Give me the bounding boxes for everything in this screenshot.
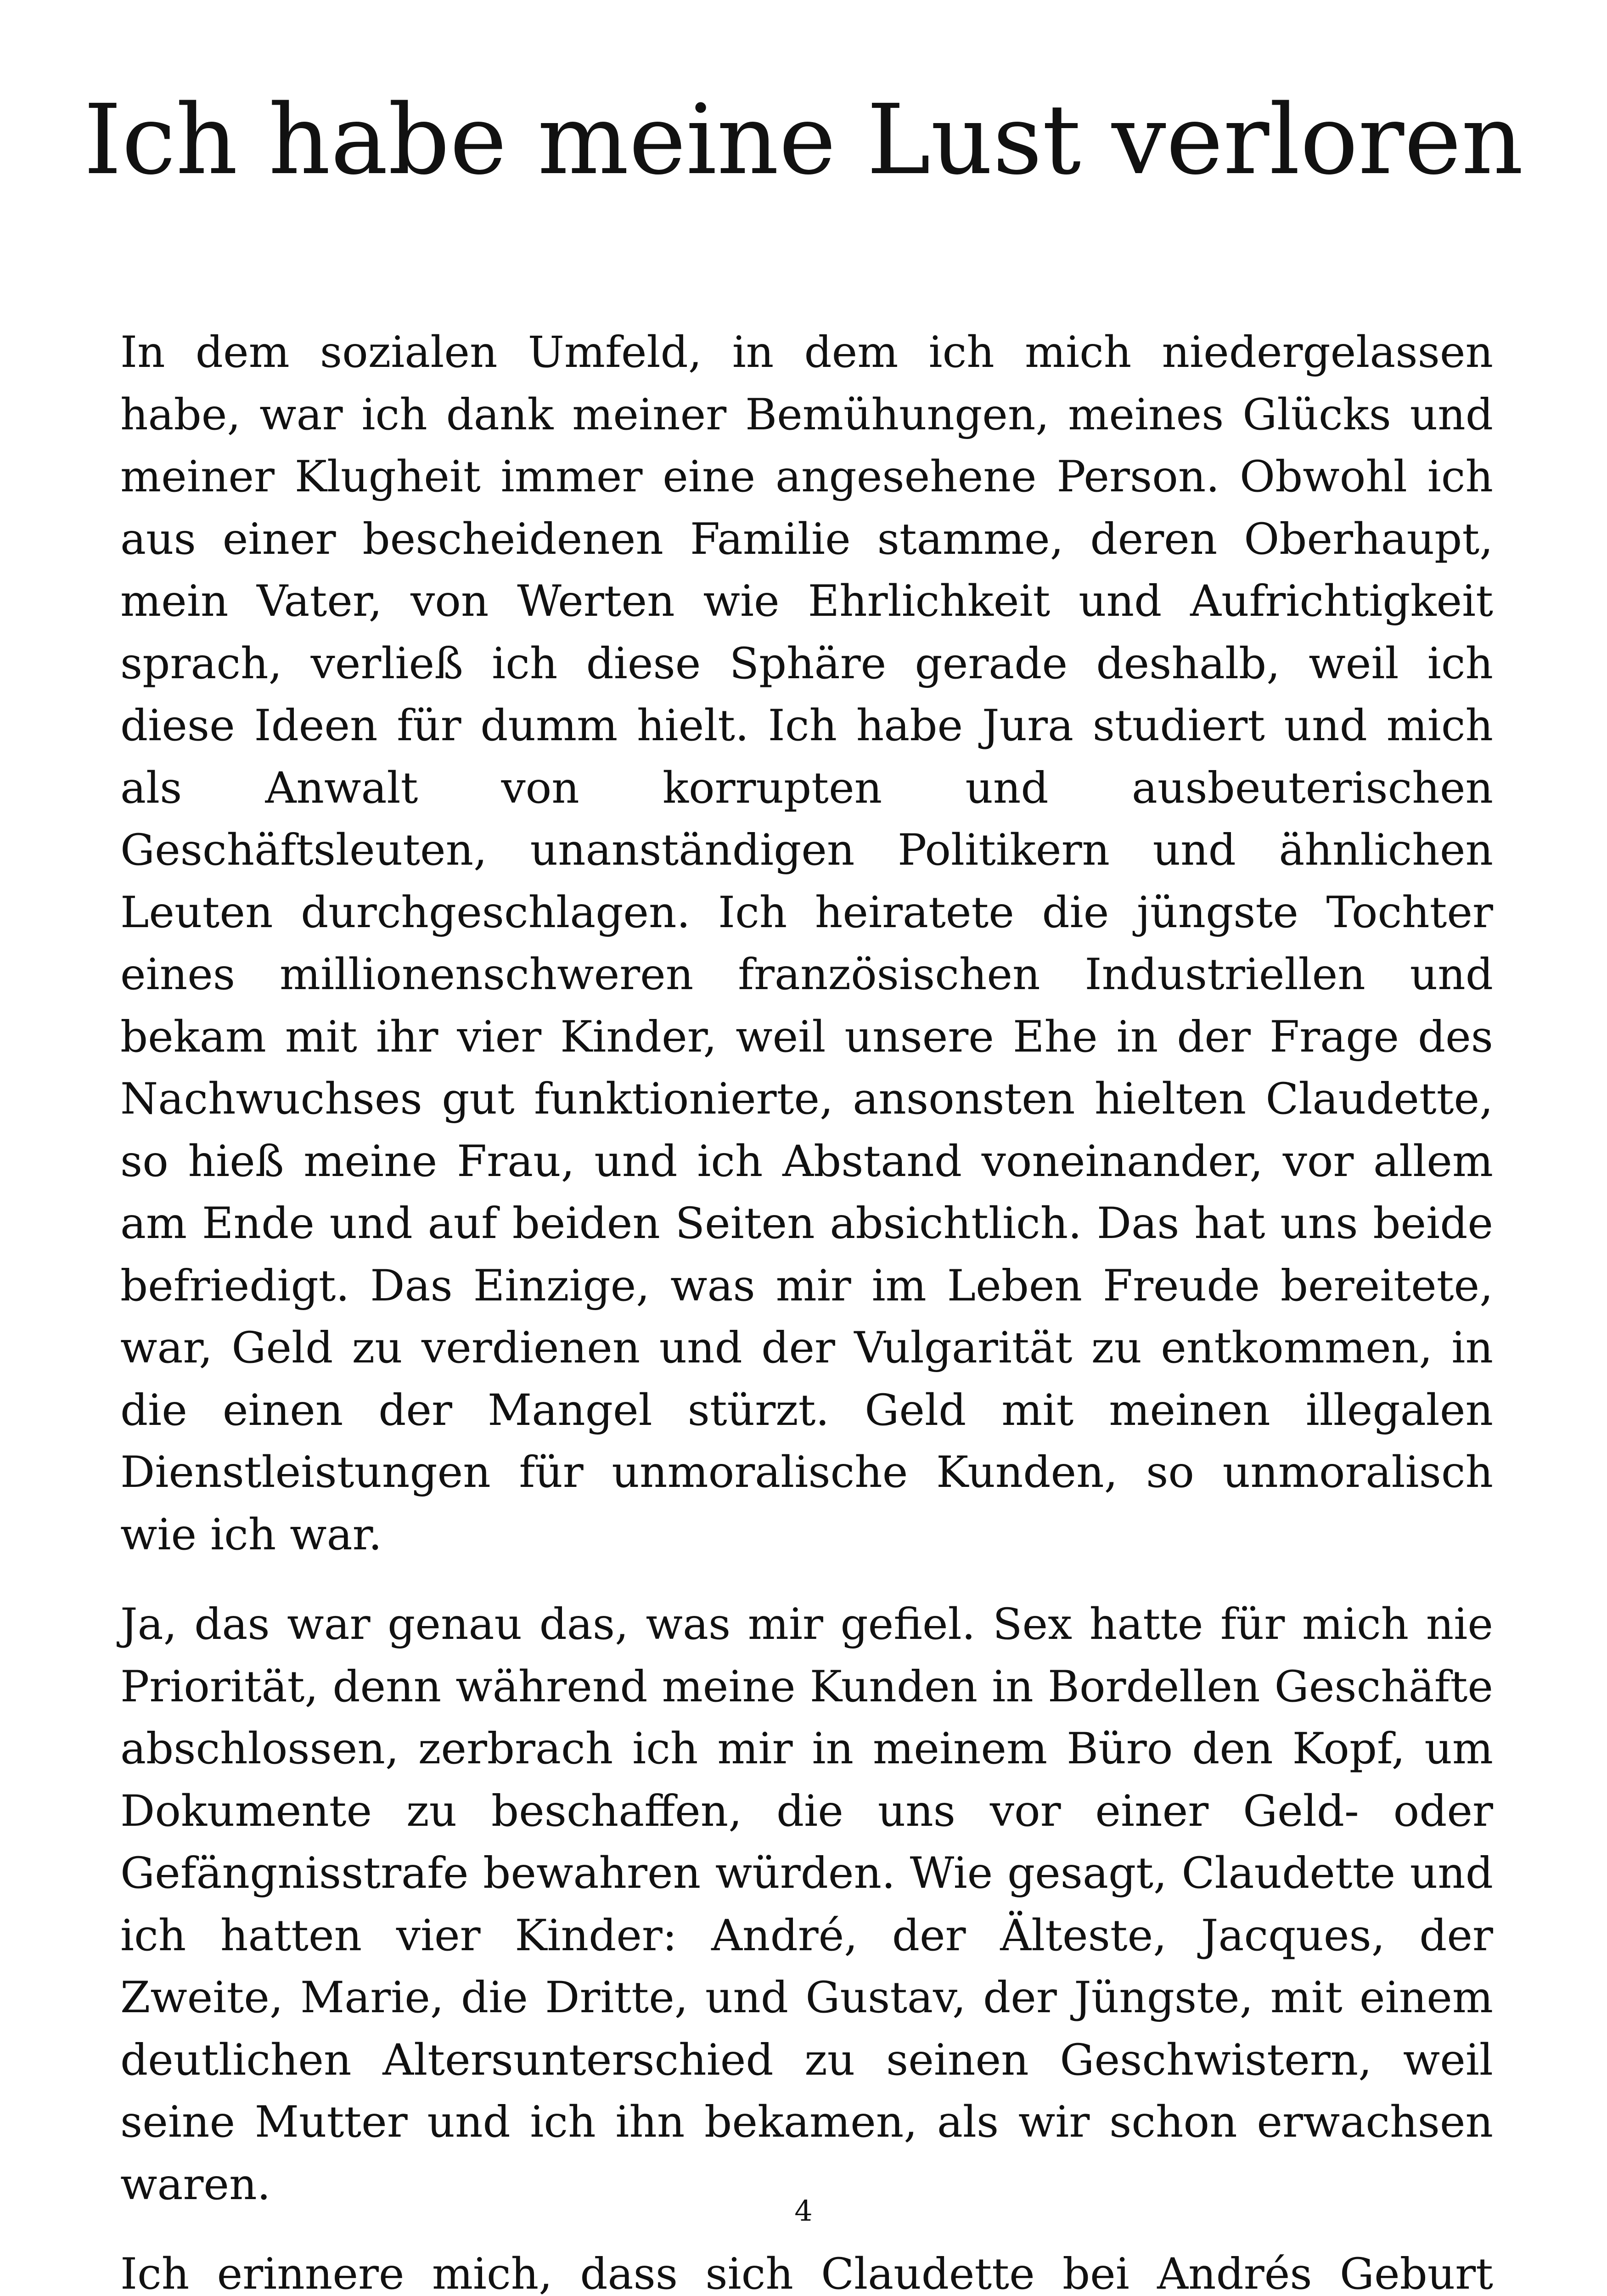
chapter-title: Ich habe meine Lust verloren	[84, 84, 1523, 196]
paragraph-3: Ich erinnere mich, dass sich Claudette bei Andrés Geburt	[120, 2249, 1493, 2296]
paragraph-2: Ja, das war genau das, was mir gefiel. Sex hatte für mich nie Priorität, denn während meine Kunden in Bordellen Geschäfte abschlossen, zerbrach ich mir in meinem Büro den Kopf, um Dokumente zu beschaffen, die uns vor einer Geld- oder Gefängnisstrafe bewahren würden. Wie gesagt, Claudette und ich hatten vier Kinder: André, der Älteste, Jacques, der Zweite, Marie, die Dritte, und Gustav, der Jüngste, mit einem deutlichen Altersunterschied zu seinen Geschwistern, weil seine Mutter und ich ihn bekamen, als wir schon erwachsen waren.	[120, 1599, 1493, 2210]
paragraph-1: In dem sozialen Umfeld, in dem ich mich niedergelassen habe, war ich dank meiner Bemühungen, meines Glücks und meiner Klugheit immer eine angesehene Person. Obwohl ich aus einer bescheidenen Familie stamme, deren Oberhaupt, mein Vater, von Werten wie Ehrlichkeit und Aufrichtigkeit sprach, verließ ich diese Sphäre gerade deshalb, weil ich diese Ideen für dumm hielt. Ich habe Jura studiert und mich als Anwalt von korrupten und ausbeuterischen Geschäftsleuten, unanständigen Politikern und ähnlichen Leuten durchgeschlagen. Ich heiratete die jüngste Tochter eines millionenschweren französischen Industriellen und bekam mit ihr vier Kinder, weil unsere Ehe in der Frage des Nachwuchses gut funktionierte, ansonsten hielten Claudette, so hieß meine Frau, und ich Abstand voneinander, vor allem am Ende und auf beiden Seiten absichtlich. Das hat uns beide befriedigt. Das Einzige, was mir im Leben Freude bereitete, war, Geld zu verdienen und der Vulgarität zu entkommen, in die einen der Mangel stürzt. Geld mit meinen illegalen Dienstleistungen für unmoralische Kunden, so unmoralisch wie ich war.	[120, 327, 1493, 1560]
body-text	[120, 321, 1493, 2296]
page-number: 4	[794, 2194, 813, 2228]
